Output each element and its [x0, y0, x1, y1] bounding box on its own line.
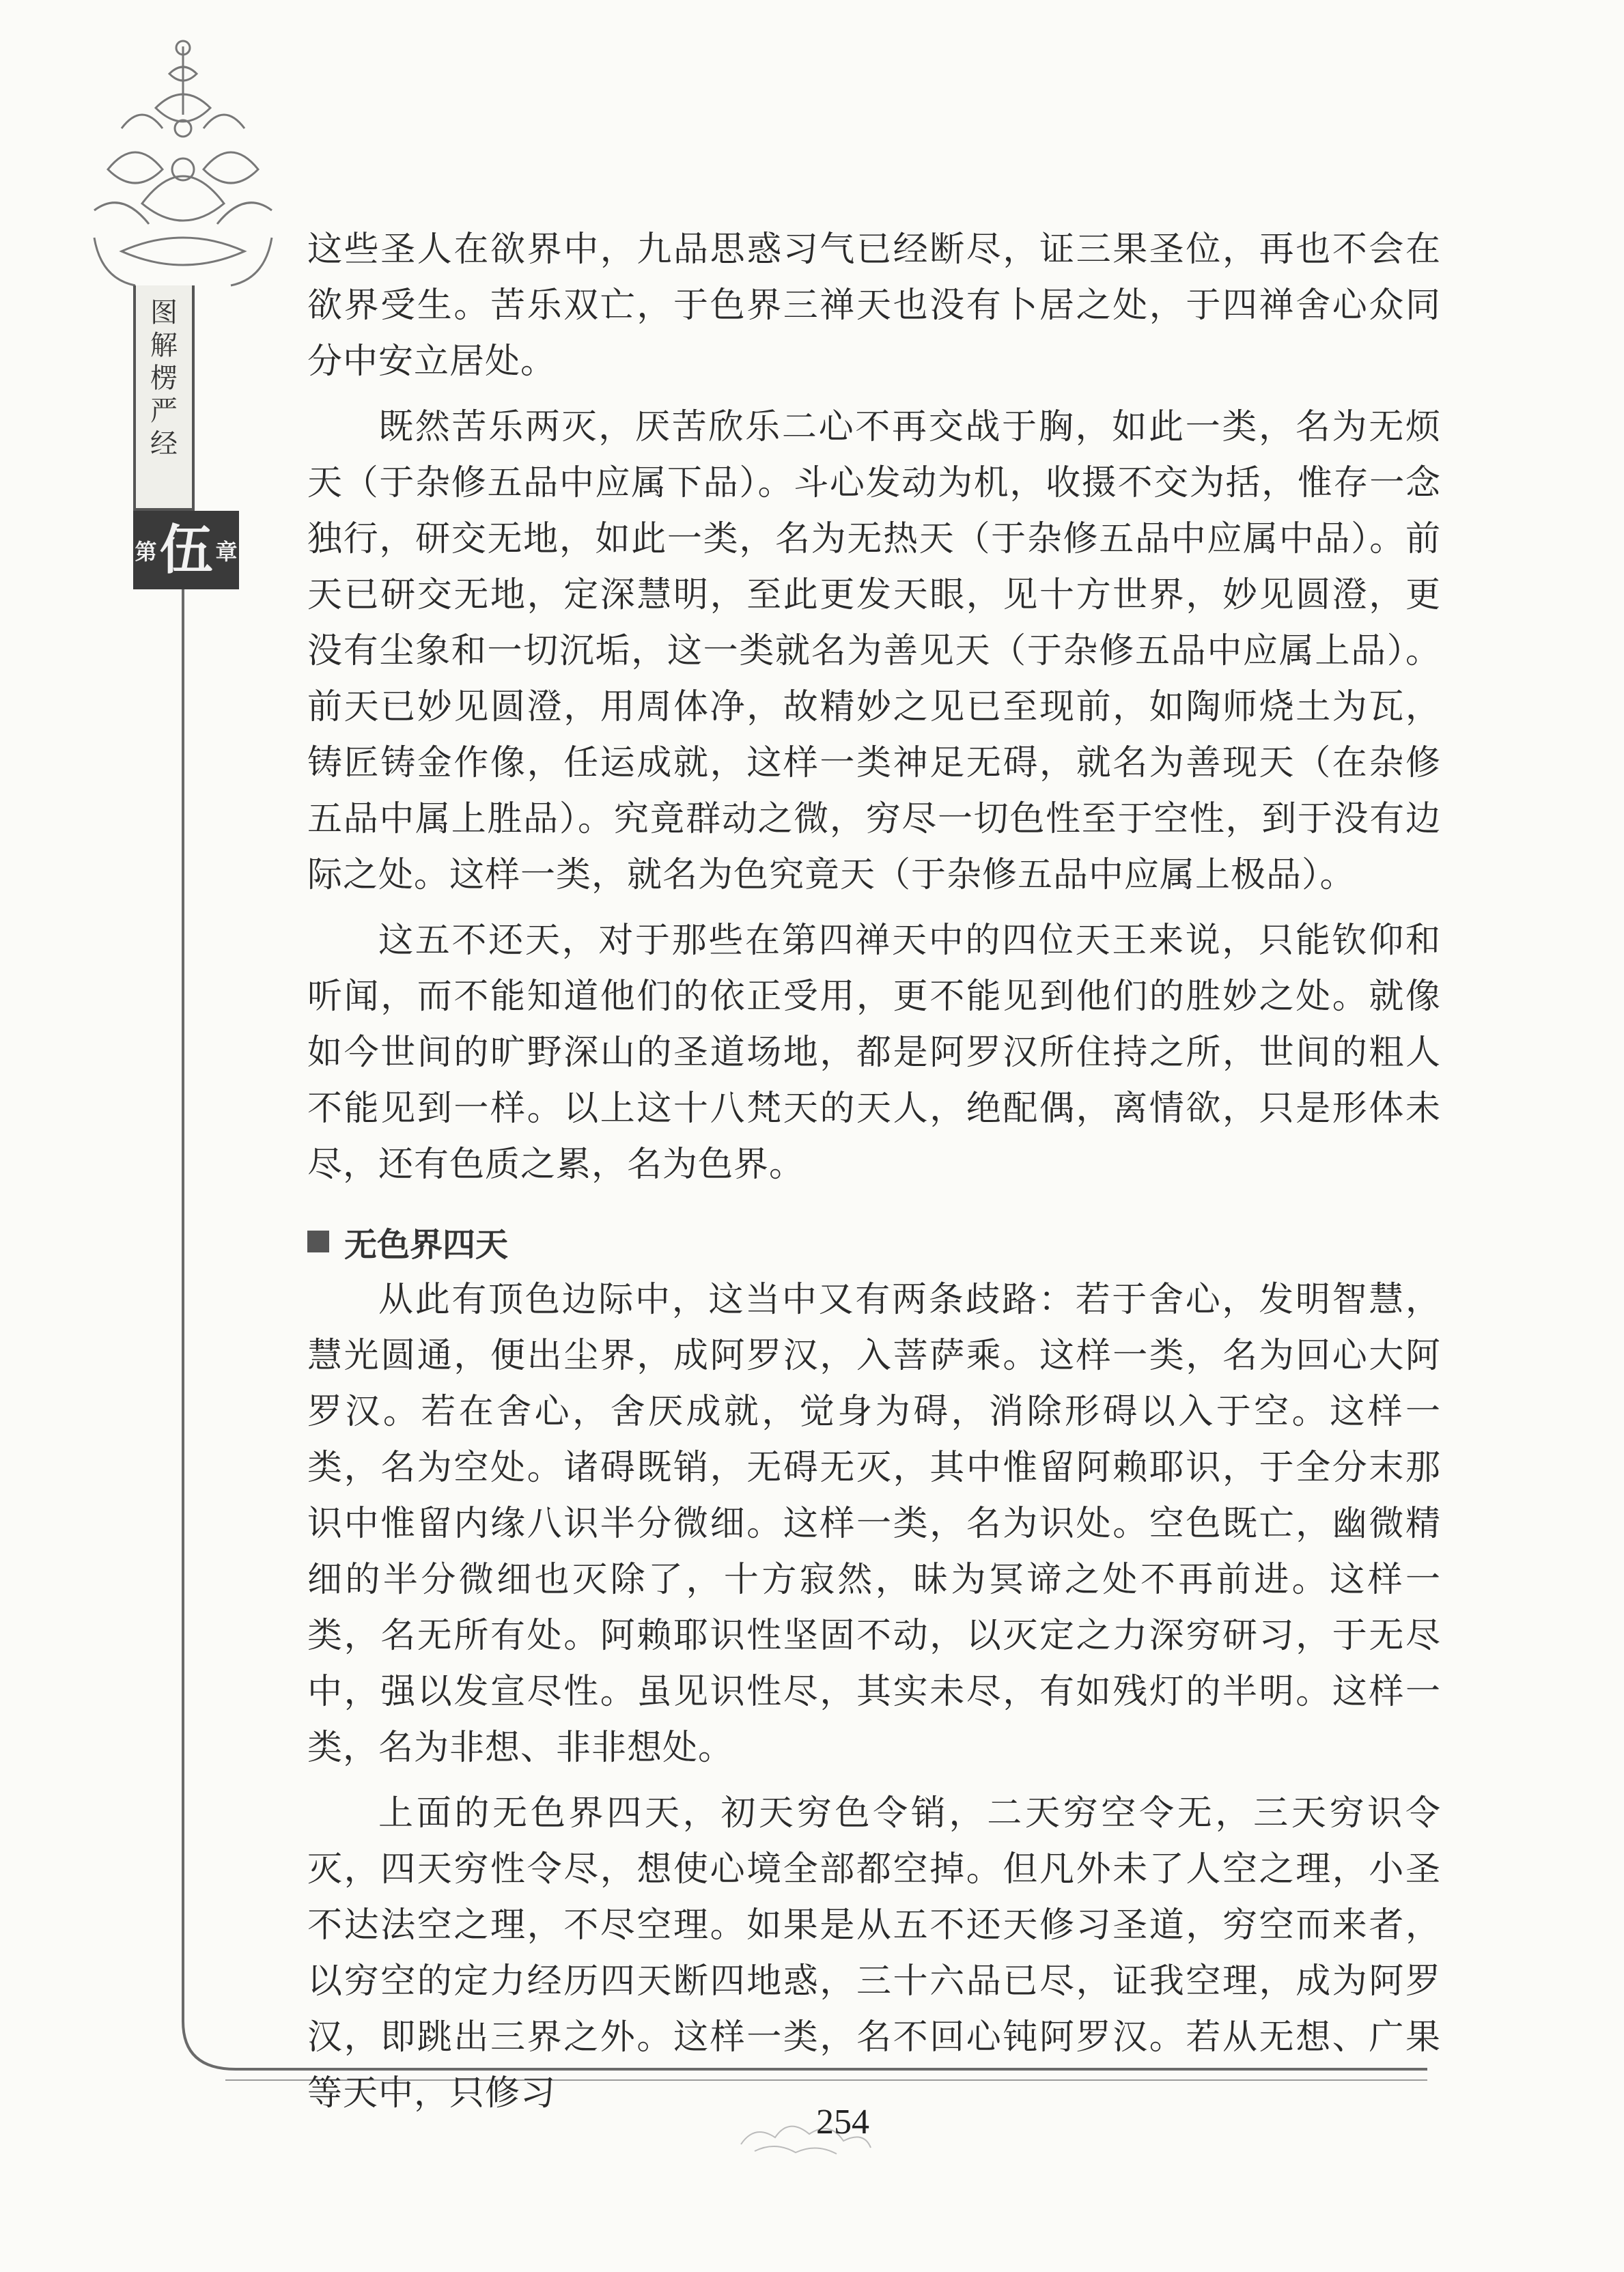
book-title-char: 严 — [150, 395, 178, 427]
chapter-suffix: 章 — [215, 538, 238, 565]
book-title-char: 楞 — [150, 363, 178, 394]
chapter-prefix: 第 — [135, 538, 157, 565]
paragraph: 这些圣人在欲界中，九品思惑习气已经断尽，证三果圣位，再也不会在欲界受生。苦乐双亡，于色界三禅天也没有卜居之处，于四禅舍心众同分中安立居处。 — [307, 229, 1441, 382]
paragraph: 既然苦乐两灭，厌苦欣乐二心不再交战于胸，如此一类，名为无烦天（于杂修五品中应属下品）。斗心发动为机，收摄不交为括，惟存一念独行，研交无地，如此一类，名为无热天（于杂修五品中应属中品）。前天已研交无地，定深慧明，至此更发天眼，见十方世界，妙见圆澄，更没有尘象和一切沉垢，这一类就名为善见天（于杂修五品中应属上品）。前天已妙见圆澄，用周体净，故精妙之见已至现前，如陶师烧土为瓦，铸匠铸金作像，任运成就，这样一类神足无碍，就名为善现天（在杂修五品中属上胜品）。究竟群动之微，穷尽一切色性至于空性，到于没有边际之处。这样一类，就名为色究竟天（于杂修五品中应属上极品）。 — [307, 407, 1441, 895]
paragraph: 这五不还天，对于那些在第四禅天中的四位天王来说，只能钦仰和听闻，而不能知道他们的依正受用，更不能见到他们的胜妙之处。就像如今世间的旷野深山的圣道场地，都是阿罗汉所住持之所，世间的粗人不能见到一样。以上这十八梵天的天人，绝配偶，离情欲，只是形体未尽，还有色质之累，名为色界。 — [307, 921, 1441, 1185]
paragraph: 上面的无色界四天，初天穷色令销，二天穷空令无，三天穷识令灭，四天穷性令尽，想使心境全部都空掉。但凡外未了人空之理，小圣不达法空之理，不尽空理。如果是从五不还天修习圣道，穷空而来者，以穷空的定力经历四天断四地惑，三十六品已尽，证我空理，成为阿罗汉，即跳出三界之外。这样一类，名不回心钝阿罗汉。若从无想、广果等天中，只修习 — [307, 1793, 1441, 2114]
book-title-char: 图 — [150, 297, 178, 328]
square-bullet-icon — [307, 1231, 329, 1252]
section-heading — [307, 1214, 1441, 1270]
chapter-number: 伍 — [159, 519, 213, 581]
chapter-label — [133, 511, 239, 589]
section-heading-text: 无色界四天 — [344, 1225, 509, 1264]
book-title-tab — [133, 285, 195, 511]
page-number: 254 — [816, 2103, 869, 2142]
main-text — [307, 222, 1441, 2122]
paragraph: 从此有顶色边际中，这当中又有两条歧路：若于舍心，发明智慧，慧光圆通，便出尘界，成阿罗汉，入菩萨乘。这样一类，名为回心大阿罗汉。若在舍心，舍厌成就，觉身为碍，消除形碍以入于空。这样一类，名为空处。诸碍既销，无碍无灭，其中惟留阿赖耶识，于全分末那识中惟留内缘八识半分微细。这样一类，名为识处。空色既亡，幽微精细的半分微细也灭除了，十方寂然，昧为冥谛之处不再前进。这样一类，名无所有处。阿赖耶识性坚固不动，以灭定之力深穷研习，于无尽中，强以发宣尽性。虽见识性尽，其实未尽，有如残灯的半明。这样一类，名为非想、非非想处。 — [307, 1280, 1441, 1768]
book-title-char: 解 — [150, 330, 178, 361]
book-title-char: 经 — [150, 428, 178, 460]
lotus-ornament-icon — [81, 33, 285, 320]
